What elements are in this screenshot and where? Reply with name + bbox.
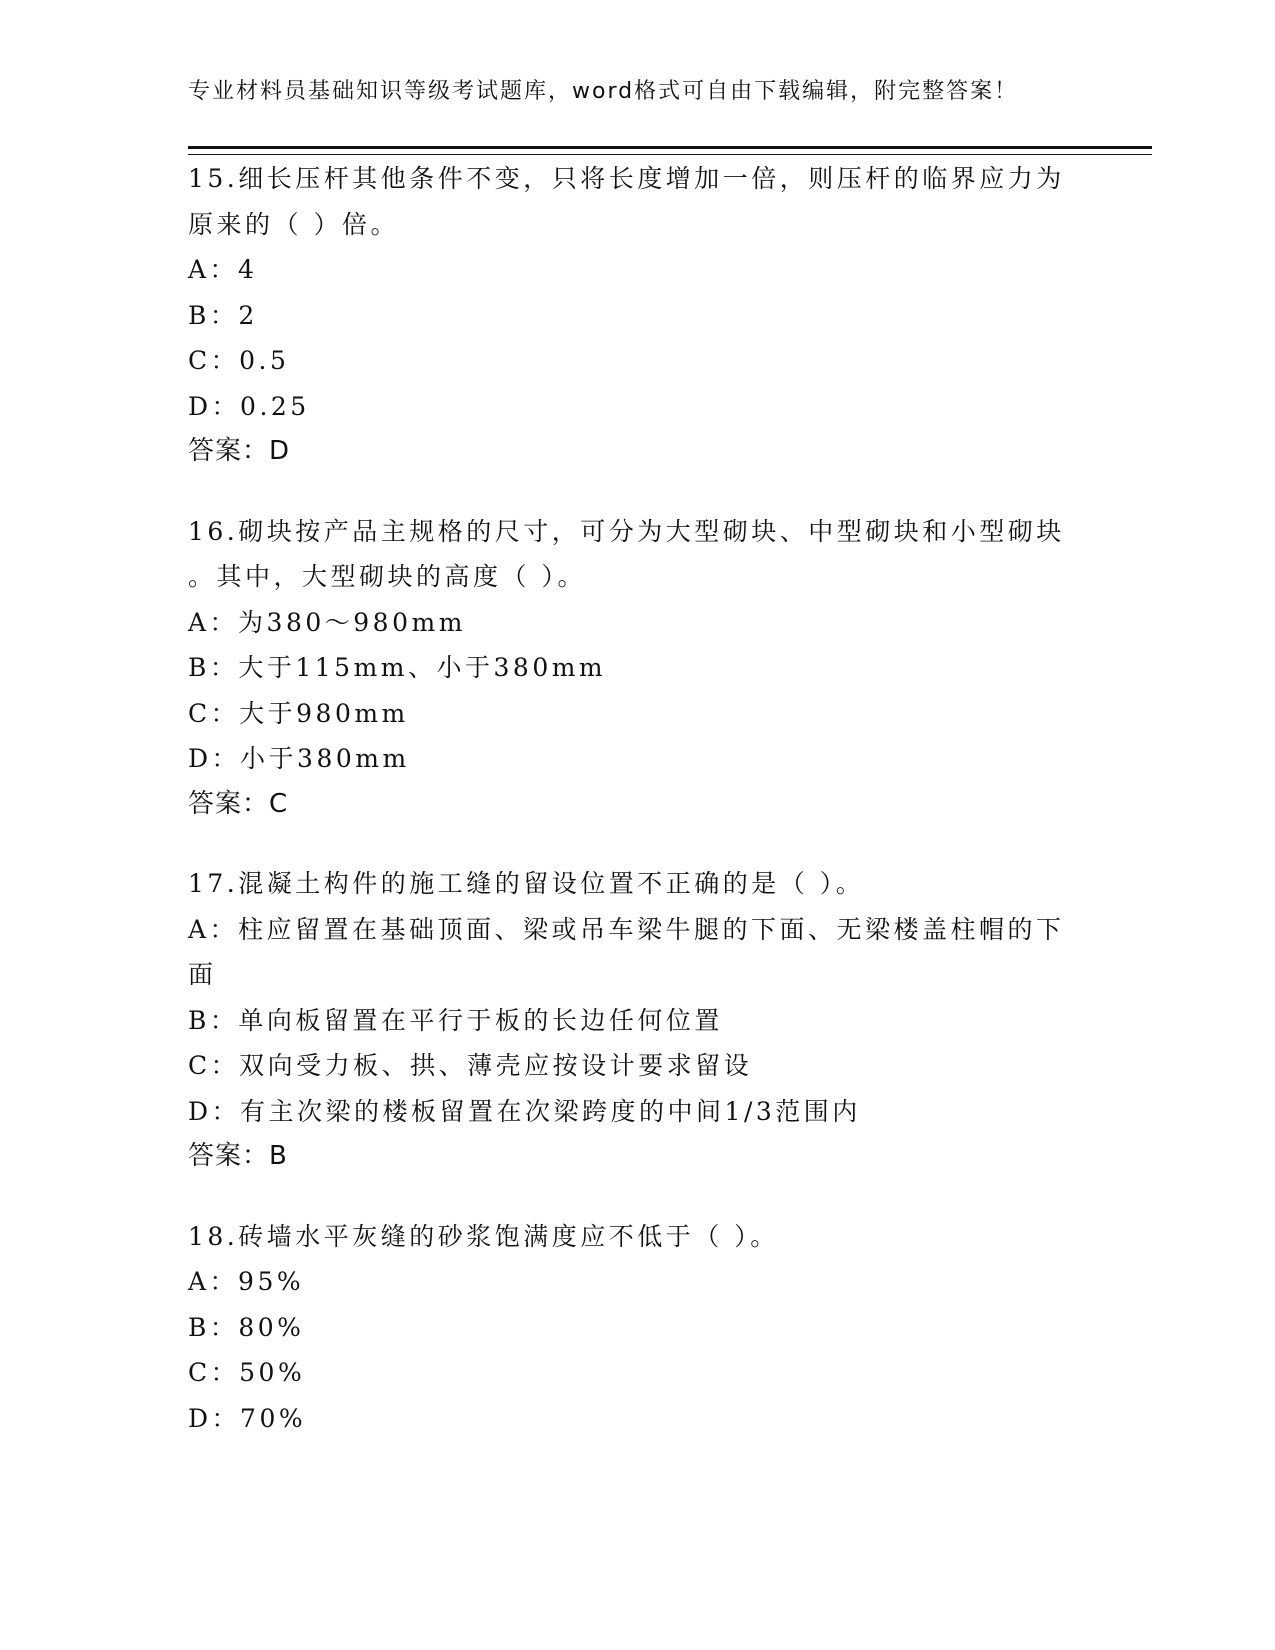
question-stem: 17.混凝土构件的施工缝的留设位置不正确的是（ ）。 (188, 869, 865, 898)
option-d: D：0.25 (188, 391, 310, 421)
option-c: C：50% (188, 1358, 306, 1387)
question-stem: 15.细长压杆其他条件不变，只将长度增加一倍，则压杆的临界应力为 (188, 164, 1065, 193)
page-header: 专业材料员基础知识等级考试题库，word格式可自由下载编辑，附完整答案！ (188, 79, 1019, 104)
option-b: B：单向板留置在平行于板的长边任何位置 (188, 1005, 723, 1035)
answer-label: 答案：D (188, 436, 291, 466)
answer-label: 答案：B (188, 1141, 288, 1171)
option-a: A：为380～980mm (188, 607, 466, 637)
option-d: D：70% (188, 1403, 307, 1433)
option-a: A：柱应留置在基础顶面、梁或吊车梁牛腿的下面、无梁楼盖柱帽的下面 (188, 914, 1065, 989)
option-a: A：95% (188, 1267, 305, 1296)
question-15 (188, 156, 1078, 475)
option-b: B：80% (188, 1312, 305, 1342)
answer-label: 答案：C (188, 788, 289, 819)
question-18 (188, 1214, 1078, 1442)
header-divider (188, 146, 1152, 155)
option-c: C：0.5 (188, 346, 290, 375)
question-stem: 18.砖墙水平灰缝的砂浆饱满度应不低于（ ）。 (188, 1221, 779, 1251)
question-16 (188, 509, 1078, 828)
question-17 (188, 861, 1078, 1180)
question-stem: 原来的（ ）倍。 (188, 209, 399, 239)
option-c: C：双向受力板、拱、薄壳应按设计要求留设 (188, 1051, 753, 1080)
option-d: D：小于380mm (188, 744, 410, 773)
option-c: C：大于980mm (188, 698, 409, 728)
option-b: B：2 (188, 300, 258, 330)
option-a: A：4 (188, 255, 258, 284)
question-stem: 。其中，大型砌块的高度（ ）。 (188, 562, 586, 591)
option-b: B：大于115mm、小于380mm (188, 653, 607, 682)
question-list (188, 156, 1078, 1475)
option-d: D：有主次梁的楼板留置在次梁跨度的中间1/3范围内 (188, 1096, 861, 1126)
question-stem: 16.砌块按产品主规格的尺寸，可分为大型砌块、中型砌块和小型砌块 (188, 516, 1065, 546)
